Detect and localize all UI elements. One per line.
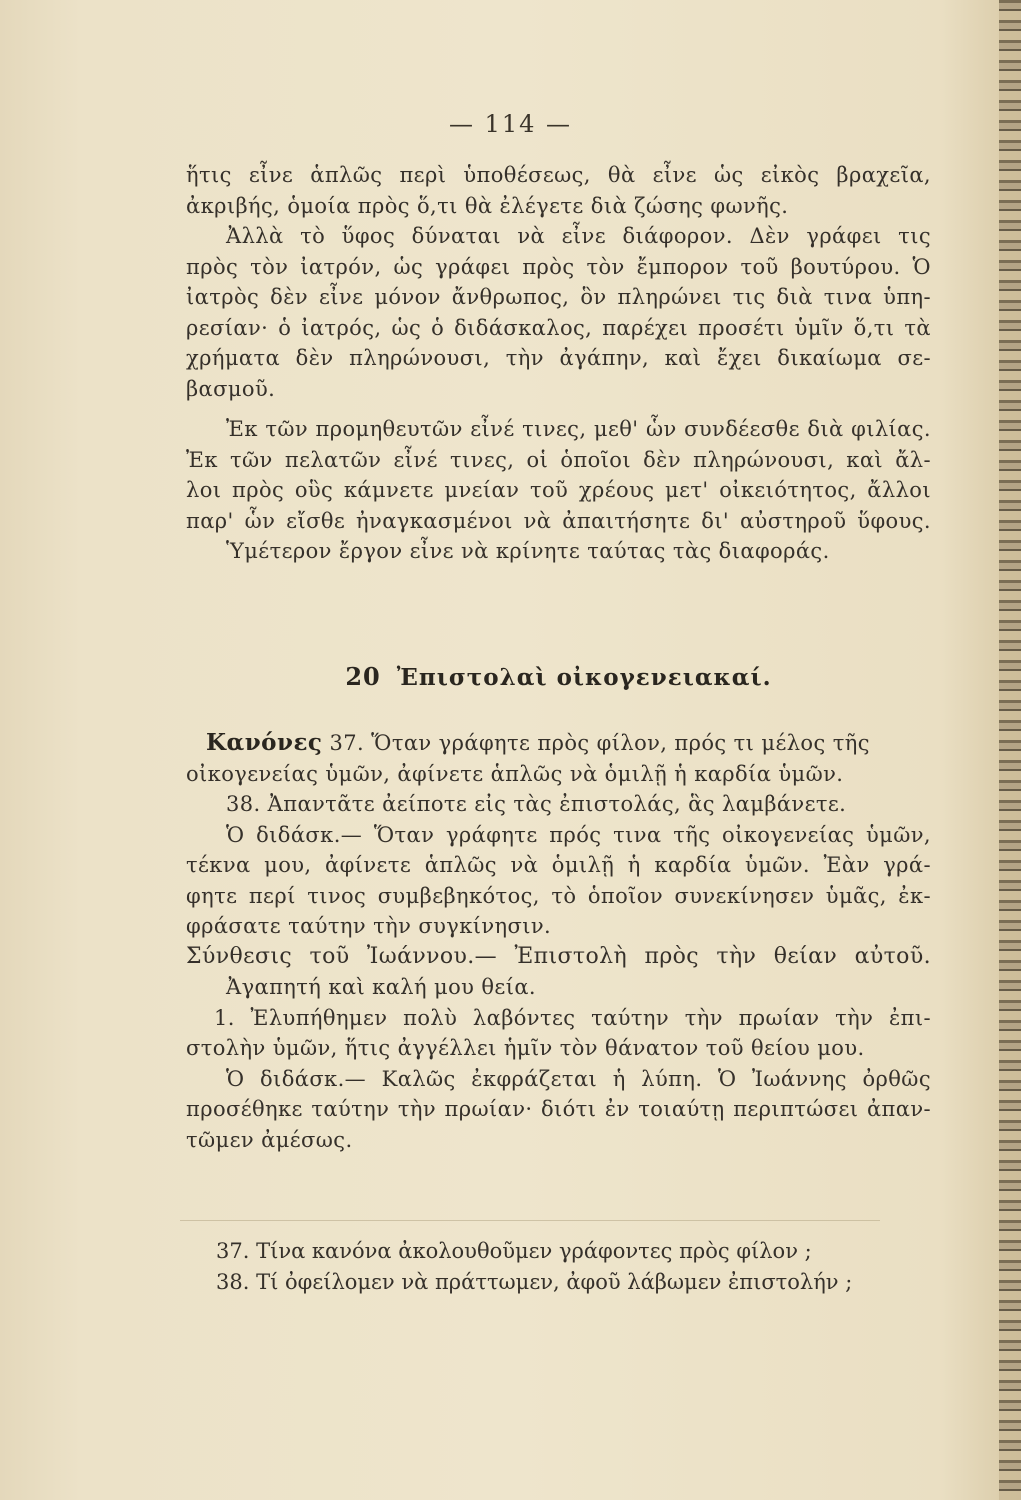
text-line: βασμοῦ. xyxy=(186,376,276,401)
text-line: παρ' ὧν εἴσθε ἠναγκασμένοι νὰ ἀπαιτήσητε δι' αὐστηροῦ ὕφους. xyxy=(186,508,931,533)
text-line xyxy=(186,728,931,759)
text-line: φράσατε ταύτην τὴν συγκίνησιν. xyxy=(186,914,552,938)
text-line: Ἀγαπητή καὶ καλή μου θεία. xyxy=(226,975,536,999)
text-line: Ἀλλὰ τὸ ὕφος δύναται νὰ εἶνε διάφορον. Δὲν γράφει τις xyxy=(226,224,931,248)
rules-label: Κανόνες xyxy=(206,729,323,756)
text-line: φητε περί τινος συμβεβηκότος, τὸ ὁποῖον συνεκίνησεν ὑμᾶς, ἐκ- xyxy=(186,883,931,908)
question-item: 38. Τί ὀφείλομεν νὰ πράττωμεν, ἀφοῦ λάβωμεν ἐπιστολήν ; xyxy=(216,1269,853,1294)
text-line: ρεσίαν· ὁ ἰατρός, ὡς ὁ διδάσκαλος, παρέχει προσέτι ὑμῖν ὅ,τι τὰ xyxy=(186,315,931,340)
text-line: τέκνα μου, ἀφίνετε ἁπλῶς νὰ ὁμιλῇ ἡ καρδία ὑμῶν. Ἐὰν γρά- xyxy=(186,853,931,877)
text-line: ἰατρὸς δὲν εἶνε μόνον ἄνθρωπος, ὃν πληρώνει τις διὰ τινα ὑπη- xyxy=(186,285,931,309)
text-line: ἥτις εἶνε ἁπλῶς περὶ ὑποθέσεως, θὰ εἶνε ὡς εἰκὸς βραχεῖα, xyxy=(186,163,931,187)
text-line: προσέθηκε ταύτην τὴν πρωίαν· διότι ἐν τοιαύτῃ περιπτώσει ἀπαν- xyxy=(186,1097,931,1121)
page-edge xyxy=(999,0,1021,1500)
text-line: οἰκογενείας ὑμῶν, ἀφίνετε ἁπλῶς νὰ ὁμιλῇ ἡ καρδία ὑμῶν. xyxy=(186,761,844,786)
text-line: Σύνθεσις τοῦ Ἰωάννου.— Ἐπιστολὴ πρὸς τὴν θείαν αὐτοῦ. xyxy=(186,943,931,969)
question-item: 37. Τίνα κανόνα ἀκολουθοῦμεν γράφοντες πρὸς φίλον ; xyxy=(216,1239,812,1263)
text-line: Ὑμέτερον ἔργον εἶνε νὰ κρίνητε ταύτας τὰς διαφοράς. xyxy=(226,539,830,563)
section-title: Ἐπιστολαὶ οἰκογενειακαί. xyxy=(396,664,772,691)
text-line: χρήματα δὲν πληρώνουσι, τὴν ἀγάπην, καὶ ἔχει δικαίωμα σε- xyxy=(186,346,931,370)
text-line: Ὁ διδάσκ.— Καλῶς ἐκφράζεται ἡ λύπη. Ὁ Ἰωάννης ὀρθῶς xyxy=(226,1066,931,1091)
text-line: πρὸς τὸν ἰατρόν, ὡς γράφει πρὸς τὸν ἔμπορον τοῦ βουτύρου. Ὁ xyxy=(186,254,931,279)
text-line: λοι πρὸς οὓς κάμνετε μνείαν τοῦ χρέους μετ' οἰκειότητος, ἄλλοι xyxy=(186,478,931,502)
text-line: Ἐκ τῶν προμηθευτῶν εἶνέ τινες, μεθ' ὧν συνδέεσθε διὰ φιλίας. xyxy=(226,417,931,441)
text-line: ἀκριβής, ὁμοία πρὸς ὅ,τι θὰ ἐλέγετε διὰ ζώσης φωνῆς. xyxy=(186,193,789,218)
paragraph-block-2 xyxy=(186,728,931,1155)
separator-line xyxy=(180,1220,880,1221)
text-line: τῶμεν ἀμέσως. xyxy=(186,1127,353,1152)
text-line: στολὴν ὑμῶν, ἥτις ἀγγέλλει ἡμῖν τὸν θάνατον τοῦ θείου μου. xyxy=(186,1036,865,1060)
text-line: 38. Ἀπαντᾶτε ἀείποτε εἰς τὰς ἐπιστολάς, ἃς λαμβάνετε. xyxy=(226,792,847,816)
review-questions xyxy=(216,1236,931,1297)
rule-37-text: 37. Ὅταν γράφητε πρὸς φίλον, πρός τι μέλος τῆς xyxy=(322,731,870,755)
text-line: Ὁ διδάσκ.— Ὅταν γράφητε πρός τινα τῆς οἰκογενείας ὑμῶν, xyxy=(226,822,931,847)
section-number: 20 xyxy=(345,662,381,691)
section-heading xyxy=(186,662,931,691)
text-line: 1. Ἐλυπήθημεν πολὺ λαβόντες ταύτην τὴν πρωίαν τὴν ἐπι- xyxy=(214,1005,931,1030)
paragraph-block-1 xyxy=(186,160,931,567)
page-number: — 114 — xyxy=(448,110,573,138)
text-line: Ἐκ τῶν πελατῶν εἶνέ τινες, οἱ ὁποῖοι δὲν πληρώνουσι, καὶ ἄλ- xyxy=(186,447,931,472)
